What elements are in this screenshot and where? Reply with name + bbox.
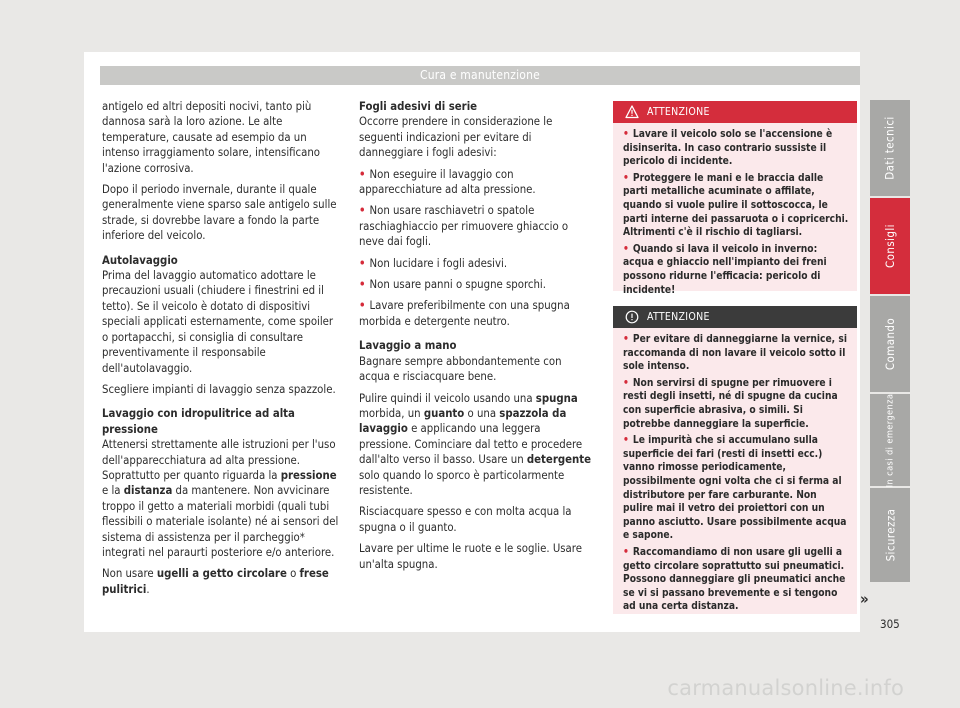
paragraph: Pulire quindi il veicolo usando una spugna morbida, un guanto o una spazzola da lavaggio e applicando una leggera pressione. Cominciare dal tetto e procedere dall'alto verso il basso. Usare un detergente solo quando lo sporco è particolarmente resistente. [359,391,591,497]
paragraph: Scegliere impianti di lavaggio senza spazzole. [102,382,336,396]
bullet-icon: • [623,129,629,140]
bullet-icon: • [359,204,366,218]
list-item: • Quando si lava il veicolo in inverno: acqua e ghiaccio nell'impianto dei freni possono ridurne l'efficacia: pericolo di incidente! [623,243,827,296]
continue-arrow-icon: » [860,590,869,608]
heading-fogli-adesivi: Fogli adesivi di serie [359,100,478,113]
bullet-icon: • [623,377,629,389]
list-item: • Non eseguire il lavaggio con apparecchiature ad alta pressione. [359,167,536,197]
page-number: 305 [880,617,900,631]
bullet-icon: • [623,435,629,447]
warning-box-2 [613,306,857,614]
warning-header [613,306,857,328]
paragraph: Dopo il periodo invernale, durante il quale generalmente viene sparso sale antigelo sulle strade, si dovrebbe lavare a fondo la parte inferiore del veicolo. [102,183,337,243]
bullet-icon: • [359,278,366,292]
heading-autolavaggio: Autolavaggio [102,253,178,267]
paragraph: Bagnare sempre abbondantemente con acqua e risciacquare bene. [359,354,562,384]
list-item: • Raccomandiamo di non usare gli ugelli a getto circolare soprattutto sui pneumatici. Possono danneggiare gli pneumatici anche se vi si passano brevemente e si tengono ad una certa distanza. [623,546,846,613]
paragraph: Prima del lavaggio automatico adottare le precauzioni usuali (chiudere i finestrini ed il tetto). Se il veicolo è dotato di dispositivi speciali applicati esternamente, come spoiler o portapacchi, si consiglia di consultare preventivamente il responsabile dell'autolavaggio. [102,269,334,375]
paragraph: Lavare per ultime le ruote e le soglie. Usare un'alta spugna. [359,542,582,571]
warning-title: ATTENZIONE [647,311,710,323]
list-item: • Lavare il veicolo solo se l'accensione è disinserita. In caso contrario sussiste il pericolo di incidente. [623,129,833,168]
bullet-icon: • [623,243,629,255]
text-column-1 [102,99,342,603]
warning-body [613,328,857,614]
warning-header [613,101,857,123]
tab-sicurezza[interactable]: Sicurezza [870,488,910,582]
bullet-icon: • [359,167,366,181]
bullet-icon: • [623,546,629,558]
bullet-icon: • [623,334,629,345]
warning-box-1 [613,101,857,296]
heading-lavaggio-a-mano: Lavaggio a mano [359,339,457,353]
list-item: • Non servirsi di spugne per rimuovere i resti degli insetti, né di spugne da cucina con superficie abrasiva, o simili. Si potrebbe danneggiare la superficie. [623,377,838,430]
paragraph: Occorre prendere in considerazione le seguenti indicazioni per evitare di danneggiare i fogli adesivi: [359,115,553,160]
info-circle-icon [625,310,639,324]
bullet-icon: • [623,172,629,184]
paragraph: Risciacquare spesso e con molta acqua la spugna o il guanto. [359,505,572,534]
bullet-icon: • [359,256,366,270]
paragraph: Attenersi strettamente alle istruzioni per l'uso dell'apparecchiatura ad alta pressione. Soprattutto per quanto riguarda la pressione e la distanza da mantenere. Non avvicinare troppo il getto a materiali morbidi (quali tubi flessibili o materiale isolante) né ai sensori del sistema di assistenza per il parcheggio* integrati nel paraurti posteriore e/o anteriore. [102,438,339,559]
tab-comando[interactable]: Comando [870,296,910,392]
list-item: • Non usare raschiavetri o spatole raschiaghiaccio per rimuovere ghiaccio o neve dai fogli. [359,204,569,249]
list-item: • Non lucidare i fogli adesivi. [359,256,508,270]
warning-title: ATTENZIONE [647,106,710,118]
tab-in-casi-di-emergenza[interactable]: In casi di emergenza [870,394,910,486]
warning-triangle-icon [625,105,639,119]
tab-dati-tecnici[interactable]: Dati tecnici [870,100,910,196]
list-item: • Proteggere le mani e le braccia dalle parti metalliche acuminate o affilate, quando si vuole pulire il sottoscocca, le parti interne dei passaruota o i copricerchi. Altrimenti c'è il rischio di tagliarsi. [623,172,849,239]
text-column-2 [359,99,593,578]
paragraph: Non usare ugelli a getto circolare o frese pulitrici. [102,567,329,596]
bullet-icon: • [359,299,366,313]
list-item: • Non usare panni o spugne sporchi. [359,278,546,292]
tab-consigli[interactable]: Consigli [870,198,910,294]
list-item: • Lavare preferibilmente con una spugna morbida e detergente neutro. [359,299,570,328]
heading-idropulitrice: Lavaggio con idropulitrice ad alta pressione [102,407,295,436]
section-header: Cura e manutenzione [100,66,860,85]
list-item: • Le impurità che si accumulano sulla superficie dei fari (resti di insetti ecc.) vanno rimosse periodicamente, possibilmente ogni volta che ci si ferma al distributore per fare carburante. Non pulire mai il vetro dei proiettori con un panno asciutto. Usare possibilmente acqua e sapone. [623,435,847,542]
warning-body [613,123,857,297]
paragraph: antigelo ed altri depositi nocivi, tanto più dannosa sarà la loro azione. Le alte temperature, causate ad esempio da un intenso irraggiamento solare, intensificano l'azione corrosiva. [102,100,321,175]
list-item: • Per evitare di danneggiarne la vernice, si raccomanda di non lavare il veicolo sotto il sole intenso. [623,334,847,373]
watermark: carmanualsonline.info [667,676,904,700]
